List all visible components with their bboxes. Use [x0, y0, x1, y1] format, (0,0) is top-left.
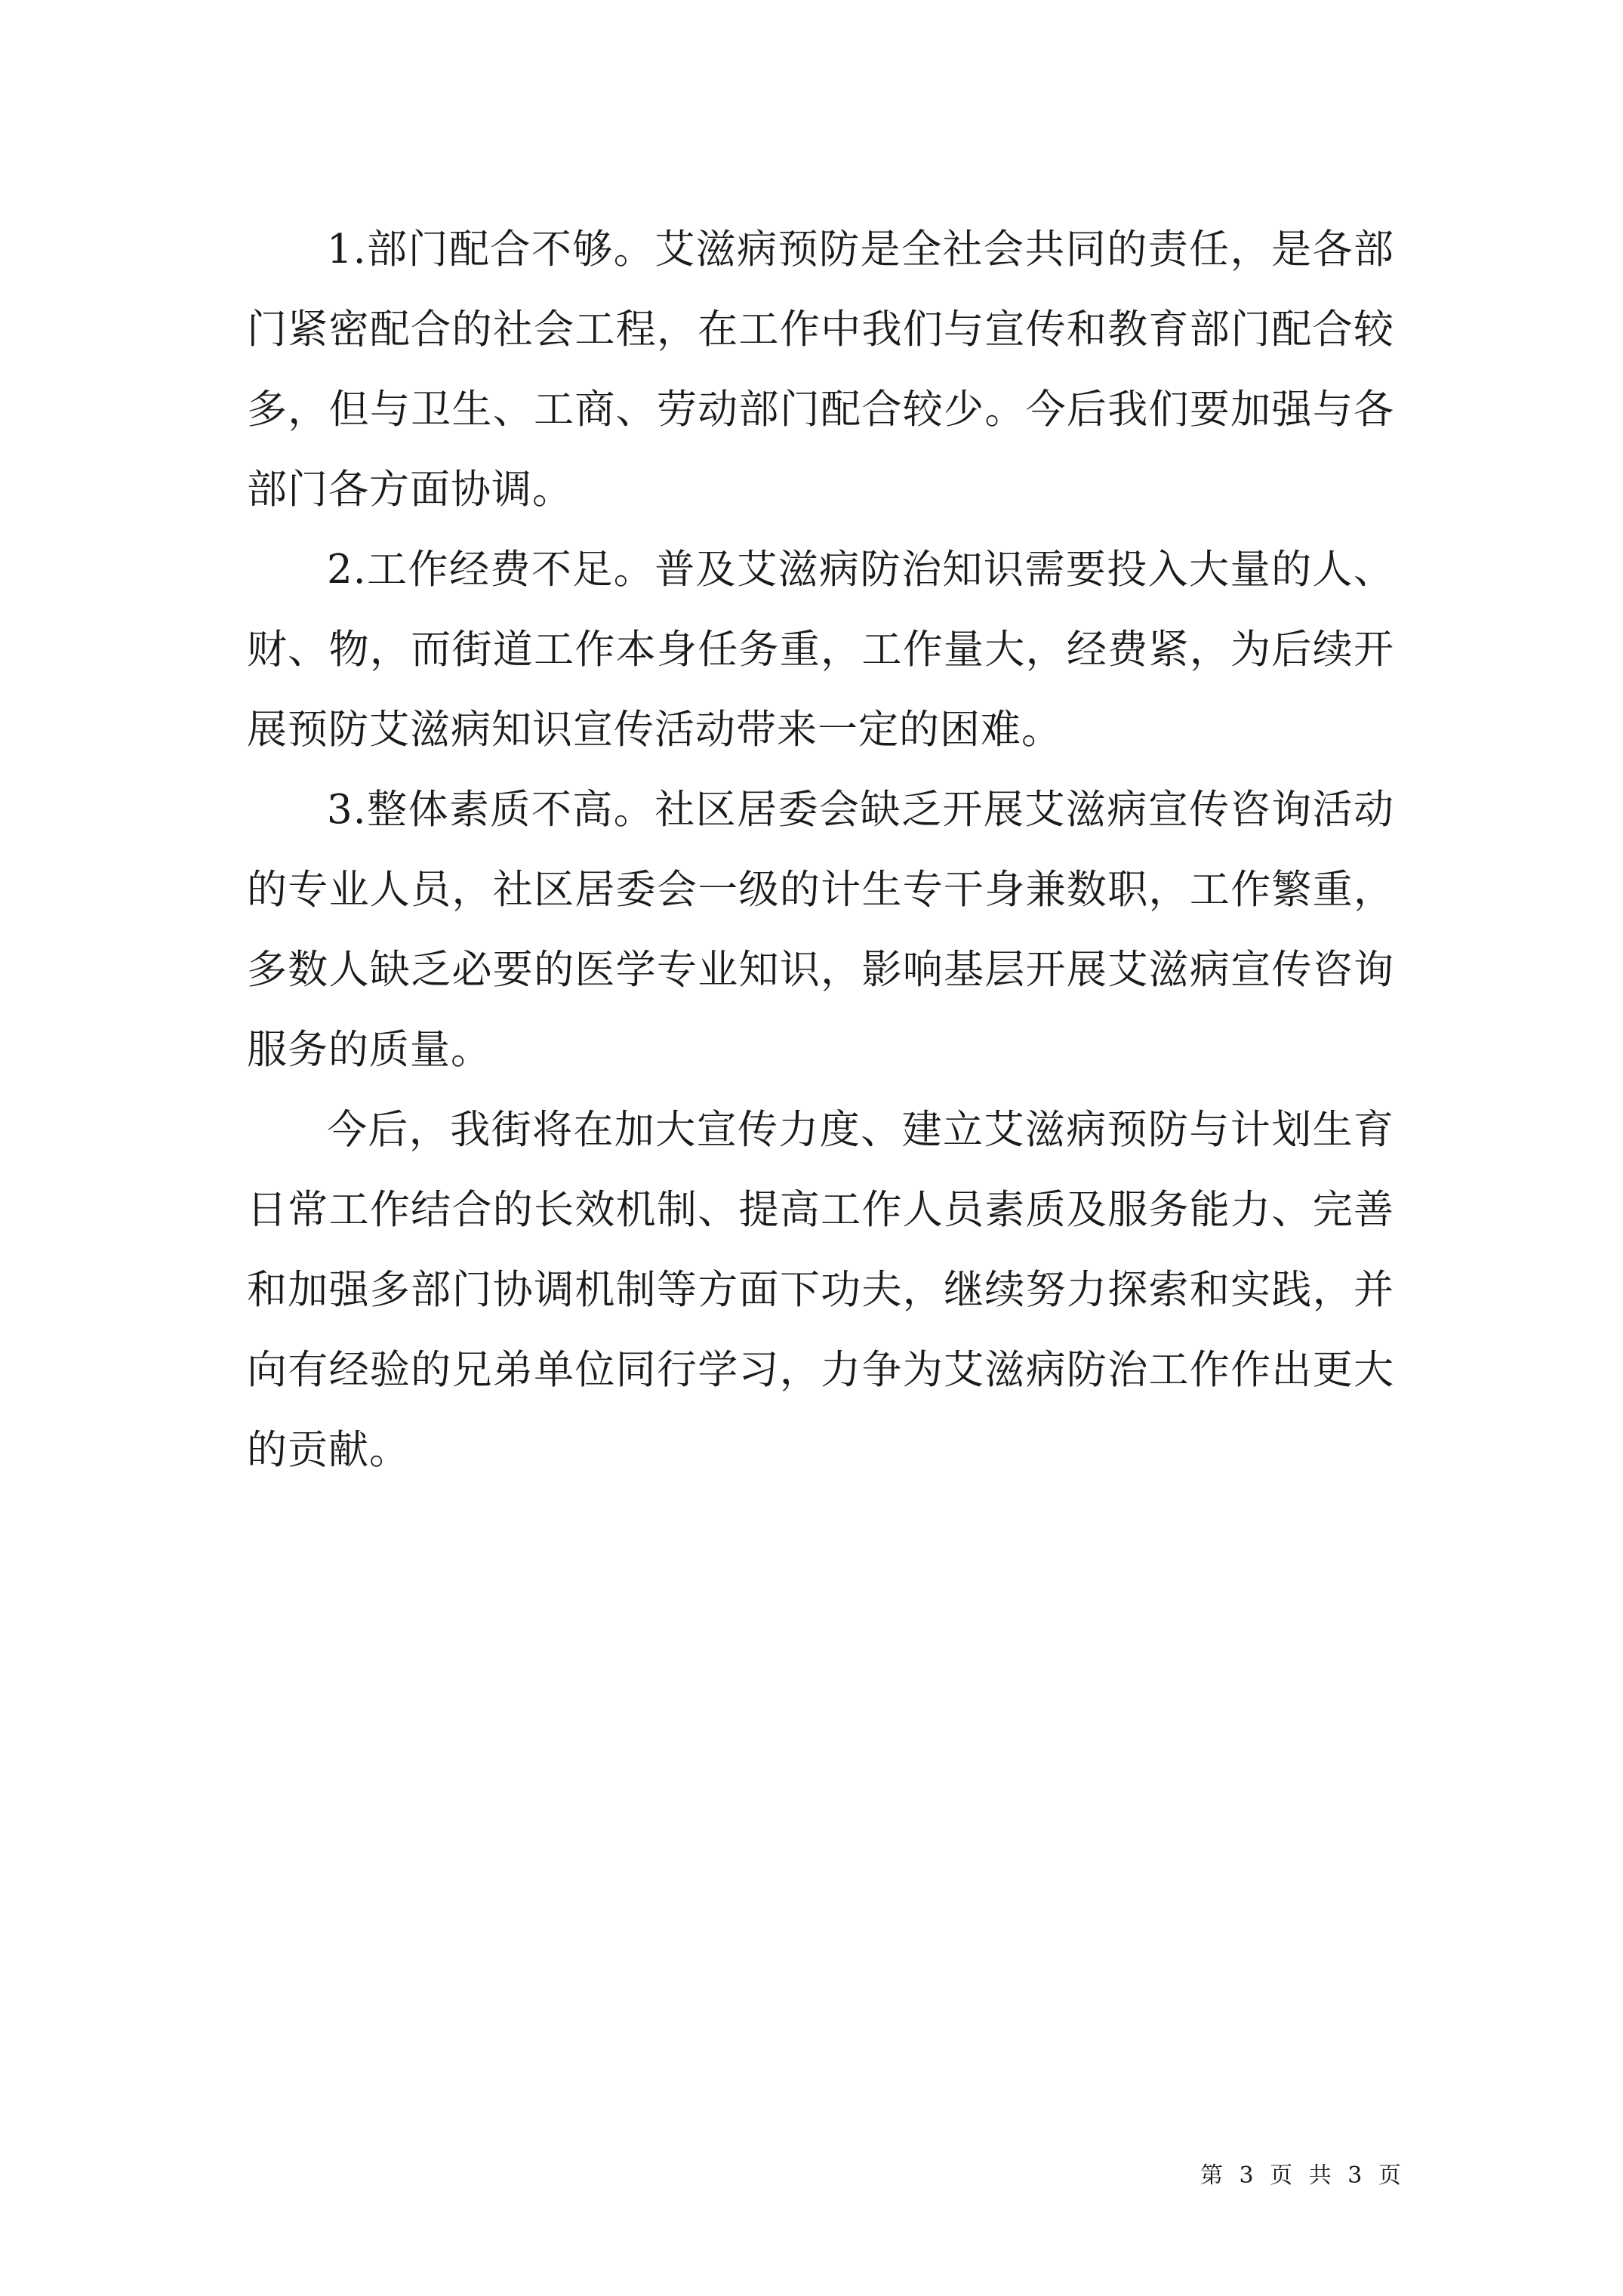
- paragraph-3: 3.整体素质不高。社区居委会缺乏开展艾滋病宣传咨询活动的专业人员，社区居委会一级的计生专干身兼数职，工作繁重，多数人缺乏必要的医学专业知识，影响基层开展艾滋病宣传咨询服务的质量。: [247, 787, 1394, 1073]
- document-body: [247, 210, 1394, 1490]
- page-number-footer: 第 3 页 共 3 页: [1200, 2162, 1406, 2189]
- paragraph-4: 今后，我街将在加大宣传力度、建立艾滋病预防与计划生育日常工作结合的长效机制、提高工作人员素质及服务能力、完善和加强多部门协调机制等方面下功夫，继续努力探索和实践，并向有经验的兄弟单位同行学习，力争为艾滋病防治工作作出更大的贡献。: [247, 1107, 1394, 1473]
- paragraph-2: 2.工作经费不足。普及艾滋病防治知识需要投入大量的人、财、物，而街道工作本身任务重，工作量大，经费紧，为后续开展预防艾滋病知识宣传活动带来一定的困难。: [247, 547, 1394, 753]
- paragraph-1: 1.部门配合不够。艾滋病预防是全社会共同的责任，是各部门紧密配合的社会工程，在工作中我们与宣传和教育部门配合较多，但与卫生、工商、劳动部门配合较少。今后我们要加强与各部门各方面协调。: [247, 227, 1394, 513]
